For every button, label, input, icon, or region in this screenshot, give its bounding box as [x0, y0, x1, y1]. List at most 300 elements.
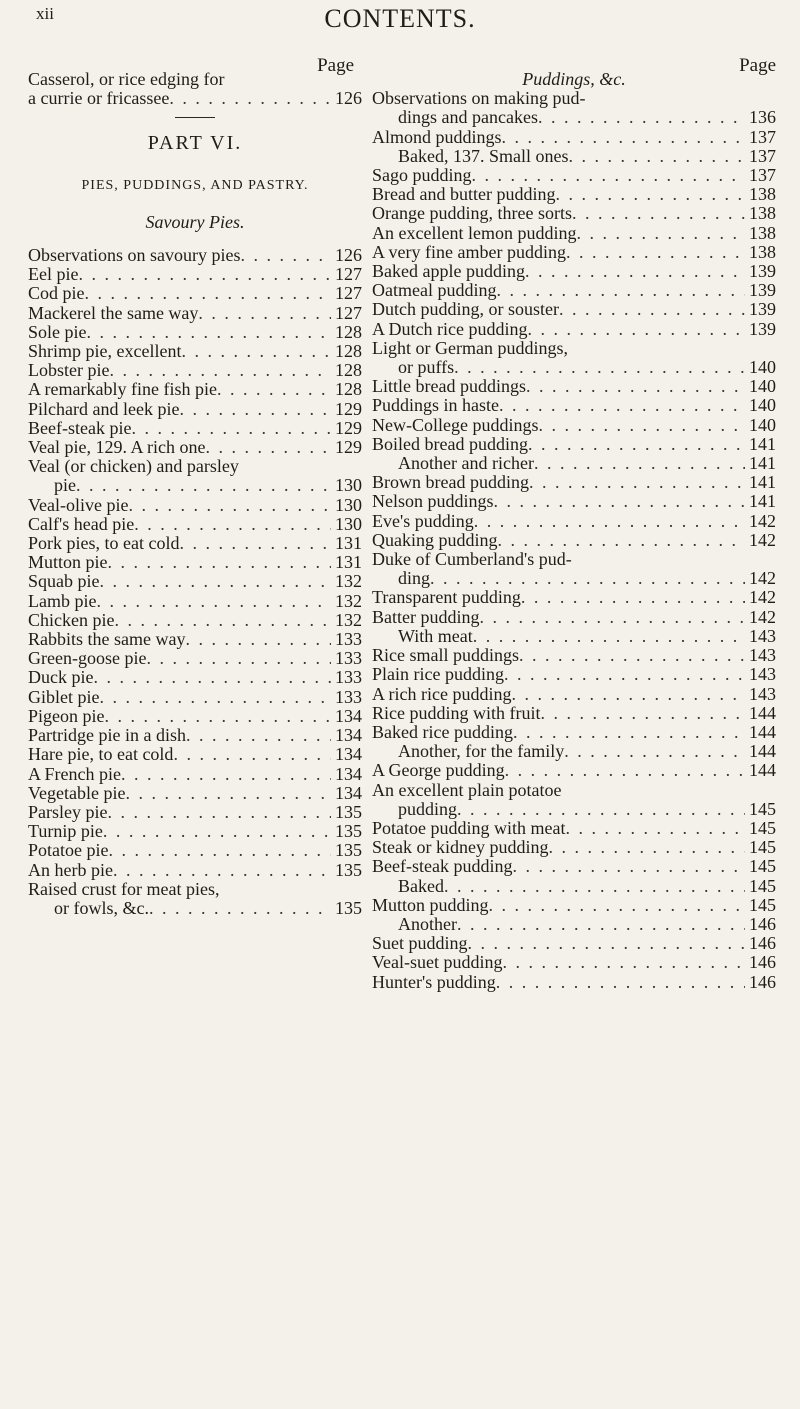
entry-page-number: 144	[749, 760, 776, 781]
entry-title: Eve's pudding	[372, 510, 474, 531]
entry-page-number: 142	[749, 606, 776, 627]
entry-page-number: 140	[749, 395, 776, 416]
leader-dots	[511, 685, 745, 704]
entry-title: Puddings in haste	[372, 395, 500, 416]
leader-dots	[107, 803, 331, 822]
leader-dots	[564, 742, 745, 761]
entry-page-number: 143	[749, 664, 776, 685]
entry-page-number: 141	[749, 491, 776, 512]
toc-entry	[28, 342, 362, 361]
toc-entry	[28, 803, 362, 822]
toc-entry	[28, 534, 362, 553]
leader-dots	[468, 934, 745, 953]
entry-title: Shrimp pie, excellent	[28, 341, 182, 362]
leader-dots	[149, 899, 331, 918]
leader-dots	[534, 454, 745, 473]
toc-entry	[28, 899, 362, 918]
toc-entry	[372, 339, 776, 358]
leader-dots	[146, 649, 331, 668]
entry-title: Raised crust for meat pies,	[28, 878, 220, 899]
toc-entry	[372, 454, 776, 473]
entry-title: Baked apple pudding	[372, 261, 525, 282]
leader-dots	[525, 262, 745, 281]
leader-dots	[198, 304, 331, 323]
toc-entry	[372, 569, 776, 588]
entry-title: Another and richer	[398, 453, 534, 474]
entry-title: Quaking pudding	[372, 529, 498, 550]
entry-page-number: 128	[335, 321, 362, 342]
entry-page-number: 143	[749, 683, 776, 704]
leader-dots	[496, 973, 745, 992]
toc-entry	[28, 822, 362, 841]
entry-page-number: 144	[749, 702, 776, 723]
leader-dots	[179, 534, 331, 553]
left-column	[28, 55, 362, 918]
toc-entry	[372, 89, 776, 108]
entry-page-number: 136	[749, 107, 776, 128]
entry-page-number: 145	[749, 837, 776, 858]
entry-page-number: 128	[335, 379, 362, 400]
entry-page-number: 146	[749, 913, 776, 934]
leader-dots	[540, 704, 745, 723]
toc-entry	[372, 838, 776, 857]
leader-dots	[565, 819, 745, 838]
leader-dots	[489, 896, 745, 915]
toc-entry	[28, 688, 362, 707]
toc-entry	[28, 361, 362, 380]
leader-dots	[93, 668, 331, 687]
section-heading: PIES, PUDDINGS, AND PASTRY.	[81, 177, 309, 193]
leader-dots	[240, 246, 331, 265]
toc-entry	[372, 492, 776, 511]
entry-title: Almond puddings	[372, 126, 502, 147]
entry-page-number: 127	[335, 302, 362, 323]
entry-page-number: 139	[749, 261, 776, 282]
right-column	[372, 55, 776, 992]
leader-dots	[504, 665, 745, 684]
entry-title: Brown bread pudding	[372, 472, 529, 493]
leader-dots	[457, 915, 745, 934]
leader-dots	[76, 476, 331, 495]
leader-dots	[430, 569, 745, 588]
toc-entry	[372, 416, 776, 435]
entry-page-number: 126	[335, 88, 362, 109]
toc-entry	[28, 457, 362, 476]
toc-entry	[28, 419, 362, 438]
leader-dots	[114, 611, 331, 630]
entry-page-number: 135	[335, 821, 362, 842]
entry-page-number: 140	[749, 376, 776, 397]
entry-page-number: 134	[335, 705, 362, 726]
entry-title: ding	[398, 568, 431, 589]
leader-dots	[472, 166, 745, 185]
entry-title: A rich rice pudding	[372, 683, 512, 704]
toc-entry	[28, 784, 362, 803]
toc-entry	[372, 819, 776, 838]
leader-dots	[496, 281, 745, 300]
toc-entry	[28, 438, 362, 457]
toc-entry	[372, 685, 776, 704]
entry-page-number: 130	[335, 475, 362, 496]
entry-title: Rabbits the same way	[28, 629, 186, 650]
entry-page-number: 138	[749, 184, 776, 205]
leader-dots	[474, 512, 745, 531]
leader-dots	[125, 784, 331, 803]
leader-dots	[105, 707, 332, 726]
entry-title: A remarkably fine fish pie	[28, 379, 217, 400]
toc-entry	[372, 588, 776, 607]
toc-entry	[372, 857, 776, 876]
toc-entry	[28, 400, 362, 419]
toc-list	[372, 89, 776, 992]
leader-dots	[457, 800, 745, 819]
entry-title: New-College puddings	[372, 414, 539, 435]
toc-entry	[372, 185, 776, 204]
leader-dots	[519, 646, 745, 665]
leader-dots	[121, 765, 331, 784]
entry-page-number: 145	[749, 894, 776, 915]
entry-page-number: 129	[335, 417, 362, 438]
leader-dots	[454, 358, 745, 377]
leader-dots	[444, 877, 745, 896]
entry-page-number: 138	[749, 241, 776, 262]
entry-title: Mutton pie	[28, 552, 108, 573]
entry-title: Batter pudding	[372, 606, 480, 627]
leader-dots	[185, 630, 331, 649]
page-column-label: Page	[317, 55, 354, 76]
entry-page-number: 145	[749, 798, 776, 819]
toc-entry	[28, 592, 362, 611]
entry-page-number: 144	[749, 741, 776, 762]
entry-page-number: 132	[335, 590, 362, 611]
toc-entry	[372, 550, 776, 569]
leader-dots	[131, 419, 331, 438]
entry-page-number: 141	[749, 472, 776, 493]
leader-dots	[521, 588, 745, 607]
entry-title: pudding	[398, 798, 458, 819]
entry-title: Lobster pie	[28, 360, 110, 381]
toc-entry	[28, 765, 362, 784]
leader-dots	[479, 608, 745, 627]
entry-title: Light or German puddings,	[372, 337, 568, 358]
leader-dots	[527, 320, 745, 339]
toc-entry	[372, 435, 776, 454]
toc-entry	[372, 281, 776, 300]
intro-entries	[28, 70, 362, 108]
entry-title: Potatoe pie	[28, 840, 109, 861]
entry-page-number: 130	[335, 513, 362, 534]
leader-dots	[559, 300, 745, 319]
leader-dots	[528, 435, 745, 454]
entry-page-number: 143	[749, 645, 776, 666]
entry-title: pie	[54, 475, 76, 496]
toc-entry	[372, 358, 776, 377]
part-heading: PART VI.	[147, 132, 243, 155]
entry-title: Mutton pudding	[372, 894, 489, 915]
entry-title: Parsley pie	[28, 801, 108, 822]
toc-entry	[28, 515, 362, 534]
running-head: CONTENTS.	[324, 4, 476, 33]
toc-entry	[372, 973, 776, 992]
toc-entry	[28, 649, 362, 668]
entry-title: dings and pancakes	[398, 107, 538, 128]
entry-title: Veal-suet pudding	[372, 952, 503, 973]
leader-dots	[529, 473, 745, 492]
subsection-heading: Puddings, &c.	[522, 69, 626, 89]
toc-entry	[372, 704, 776, 723]
toc-entry	[28, 726, 362, 745]
entry-page-number: 131	[335, 552, 362, 573]
leader-dots	[502, 953, 745, 972]
toc-entry	[28, 668, 362, 687]
entry-title: Baked, 137. Small ones	[398, 145, 569, 166]
entry-title: Boiled bread pudding	[372, 433, 528, 454]
entry-title: Hare pie, to eat cold	[28, 744, 174, 765]
toc-entry	[28, 572, 362, 591]
leader-dots	[134, 515, 331, 534]
toc-entry	[372, 800, 776, 819]
entry-page-number: 132	[335, 609, 362, 630]
entry-title: or fowls, &c.	[54, 897, 149, 918]
entry-title: Eel pie	[28, 264, 79, 285]
entry-page-number: 144	[749, 721, 776, 742]
entry-page-number: 140	[749, 357, 776, 378]
entry-page-number: 135	[335, 859, 362, 880]
toc-entry	[28, 70, 362, 89]
toc-entry	[28, 496, 362, 515]
entry-title: An excellent lemon pudding	[372, 222, 577, 243]
entry-page-number: 135	[335, 801, 362, 822]
toc-entry	[28, 284, 362, 303]
entry-title: A French pie	[28, 763, 121, 784]
leader-dots	[108, 841, 331, 860]
entry-page-number: 146	[749, 933, 776, 954]
entry-page-number: 129	[335, 437, 362, 458]
toc-entry	[372, 128, 776, 147]
toc-entry	[28, 304, 362, 323]
leader-dots	[100, 572, 332, 591]
entry-title: Oatmeal pudding	[372, 280, 497, 301]
entry-page-number: 139	[749, 280, 776, 301]
toc-entry	[28, 265, 362, 284]
leader-dots	[538, 416, 745, 435]
divider-rule	[175, 117, 215, 118]
entry-title: Nelson puddings	[372, 491, 494, 512]
toc-entry	[372, 761, 776, 780]
entry-page-number: 146	[749, 952, 776, 973]
leader-dots	[87, 323, 332, 342]
entry-page-number: 142	[749, 529, 776, 550]
toc-entry	[372, 953, 776, 972]
entry-title: Beef-steak pie	[28, 417, 132, 438]
leader-dots	[179, 400, 331, 419]
entry-page-number: 128	[335, 360, 362, 381]
entry-page-number: 133	[335, 667, 362, 688]
toc-entry	[28, 630, 362, 649]
entry-title: Pork pies, to eat cold	[28, 533, 180, 554]
entry-title: Baked	[398, 875, 444, 896]
entry-title: Veal (or chicken) and parsley	[28, 456, 239, 477]
entry-page-number: 135	[335, 897, 362, 918]
leader-dots	[499, 396, 745, 415]
toc-entry	[372, 665, 776, 684]
toc-entry	[372, 320, 776, 339]
toc-entry	[28, 841, 362, 860]
toc-entry	[28, 89, 362, 108]
entry-page-number: 145	[749, 817, 776, 838]
entry-title: Beef-steak pudding	[372, 856, 513, 877]
toc-list	[28, 246, 362, 918]
leader-dots	[568, 147, 745, 166]
toc-entry	[28, 880, 362, 899]
leader-dots	[99, 688, 331, 707]
entry-title: Potatoe pudding with meat	[372, 817, 566, 838]
entry-page-number: 138	[749, 222, 776, 243]
entry-title: Vegetable pie	[28, 782, 126, 803]
entry-page-number: 134	[335, 744, 362, 765]
entry-title: Rice pudding with fruit	[372, 702, 541, 723]
toc-entry	[372, 243, 776, 262]
leader-dots	[502, 128, 745, 147]
entry-title: Giblet pie	[28, 686, 100, 707]
entry-title: Green-goose pie	[28, 648, 147, 669]
entry-page-number: 131	[335, 533, 362, 554]
entry-title: Sago pudding	[372, 165, 472, 186]
entry-title: With meat	[398, 625, 473, 646]
leader-dots	[96, 592, 331, 611]
toc-entry	[28, 476, 362, 495]
entry-page-number: 127	[335, 283, 362, 304]
entry-page-number: 127	[335, 264, 362, 285]
entry-title: Partridge pie in a dish	[28, 725, 186, 746]
leader-dots	[572, 204, 745, 223]
leader-dots	[512, 857, 745, 876]
entry-title: Another	[398, 913, 457, 934]
leader-dots	[85, 284, 332, 303]
leader-dots	[205, 438, 331, 457]
leader-dots	[217, 380, 331, 399]
entry-title: Hunter's pudding	[372, 971, 496, 992]
toc-entry	[372, 742, 776, 761]
entry-page-number: 129	[335, 398, 362, 419]
entry-title: A very fine amber pudding	[372, 241, 566, 262]
page-column-label: Page	[739, 55, 776, 76]
entry-title: Rice small puddings	[372, 645, 519, 666]
entry-page-number: 137	[749, 165, 776, 186]
entry-page-number: 141	[749, 453, 776, 474]
entry-title: A George pudding	[372, 760, 505, 781]
toc-entry	[372, 166, 776, 185]
entry-title: Dutch pudding, or souster	[372, 299, 559, 320]
entry-page-number: 133	[335, 629, 362, 650]
toc-entry	[372, 896, 776, 915]
entry-title: Veal-olive pie	[28, 494, 129, 515]
entry-title: Calf's head pie	[28, 513, 135, 534]
entry-title: Veal pie, 129. A rich one	[28, 437, 206, 458]
leader-dots	[576, 224, 745, 243]
leader-dots	[526, 377, 745, 396]
leader-dots	[128, 496, 331, 515]
toc-entry	[372, 877, 776, 896]
toc-entry	[28, 323, 362, 342]
toc-entry	[372, 512, 776, 531]
toc-entry	[372, 608, 776, 627]
entry-title: Observations on making pud-	[372, 88, 586, 109]
entry-title: An herb pie	[28, 859, 113, 880]
entry-title: Little bread puddings	[372, 376, 526, 397]
entry-page-number: 145	[749, 875, 776, 896]
entry-page-number: 130	[335, 494, 362, 515]
toc-entry	[372, 108, 776, 127]
entry-title: Duke of Cumberland's pud-	[372, 549, 572, 570]
entry-page-number: 137	[749, 145, 776, 166]
entry-title: Bread and butter pudding	[372, 184, 556, 205]
toc-entry	[372, 224, 776, 243]
toc-entry	[28, 380, 362, 399]
leader-dots	[103, 822, 331, 841]
leader-dots	[473, 627, 745, 646]
entry-page-number: 141	[749, 433, 776, 454]
toc-entry	[28, 707, 362, 726]
toc-entry	[28, 861, 362, 880]
toc-entry	[372, 300, 776, 319]
entry-page-number: 132	[335, 571, 362, 592]
entry-title: Mackerel the same way	[28, 302, 199, 323]
entry-page-number: 134	[335, 782, 362, 803]
toc-entry	[28, 553, 362, 572]
entry-page-number: 140	[749, 414, 776, 435]
entry-page-number: 138	[749, 203, 776, 224]
toc-entry	[372, 473, 776, 492]
entry-title: Casserol, or rice edging for	[28, 69, 225, 89]
leader-dots	[113, 861, 331, 880]
entry-title: or puffs	[398, 357, 455, 378]
toc-entry	[372, 646, 776, 665]
entry-title: Cod pie	[28, 283, 85, 304]
entry-page-number: 146	[749, 971, 776, 992]
toc-entry	[28, 611, 362, 630]
entry-title: a currie or fricassee	[28, 88, 170, 109]
leader-dots	[109, 361, 331, 380]
entry-title: Transparent pudding	[372, 587, 521, 608]
entry-page-number: 133	[335, 686, 362, 707]
leader-dots	[108, 553, 332, 572]
entry-page-number: 135	[335, 840, 362, 861]
toc-entry	[28, 246, 362, 265]
leader-dots	[566, 243, 745, 262]
entry-title: Suet pudding	[372, 933, 468, 954]
entry-title: Turnip pie	[28, 821, 103, 842]
entry-title: Pilchard and leek pie	[28, 398, 180, 419]
toc-entry	[372, 627, 776, 646]
leader-dots	[78, 265, 331, 284]
leader-dots	[505, 761, 745, 780]
leader-dots	[494, 492, 746, 511]
entry-page-number: 134	[335, 763, 362, 784]
subsection-heading: Savoury Pies.	[145, 211, 245, 232]
leader-dots	[498, 531, 746, 550]
entry-title: Lamb pie	[28, 590, 97, 611]
entry-title: Steak or kidney pudding	[372, 837, 549, 858]
entry-title: Squab pie	[28, 571, 100, 592]
entry-title: A Dutch rice pudding	[372, 318, 528, 339]
entry-page-number: 142	[749, 510, 776, 531]
entry-title: Orange pudding, three sorts	[372, 203, 572, 224]
toc-entry	[372, 204, 776, 223]
entry-title: Baked rice pudding	[372, 721, 513, 742]
toc-entry	[372, 723, 776, 742]
toc-entry	[372, 781, 776, 800]
